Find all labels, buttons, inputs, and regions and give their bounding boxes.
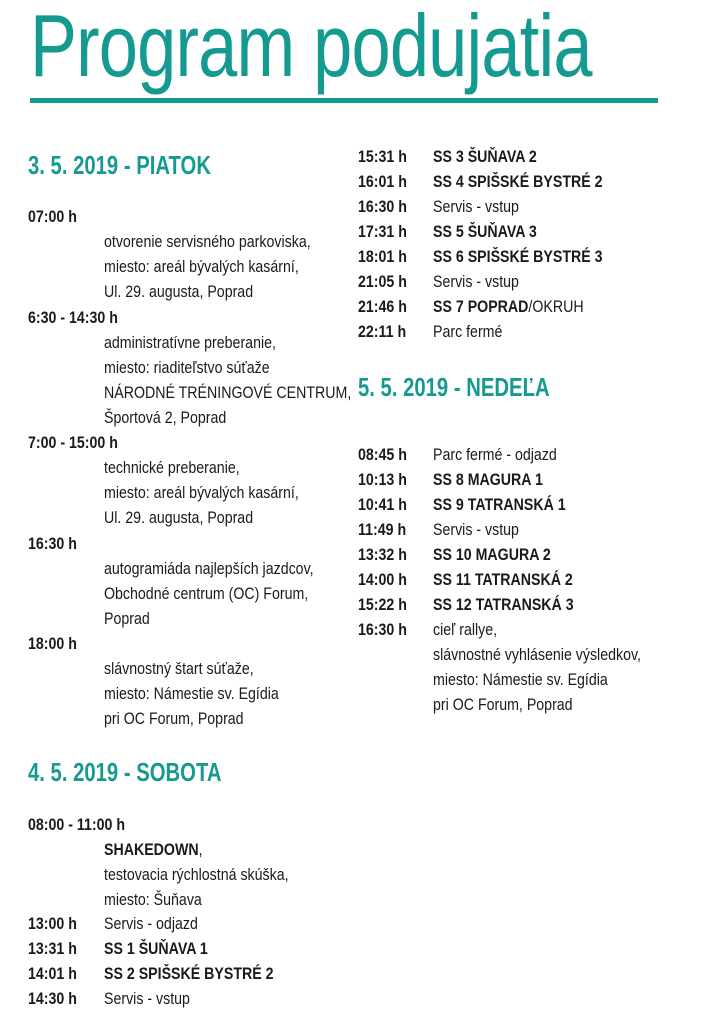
entry-time: 08:45 h [358,446,407,464]
page-title: Program podujatia [30,0,592,95]
entry-detail: SS 6 SPIŠSKÉ BYSTRÉ 3 [433,248,603,266]
entry-time: 13:32 h [358,546,407,564]
entry-time: 16:30 h [358,621,407,639]
entry-detail: Servis - vstup [433,198,519,216]
entry-detail: testovacia rýchlostná skúška, [104,866,289,884]
entry-time: 21:46 h [358,298,407,316]
entry-time: 10:13 h [358,471,407,489]
entry-detail: pri OC Forum, Poprad [433,696,573,714]
entry-time: 14:30 h [28,990,77,1008]
shakedown-suffix: , [198,841,203,859]
entry-detail: SS 4 SPIŠSKÉ BYSTRÉ 2 [433,173,603,191]
entry-time: 21:05 h [358,273,407,291]
entry-detail: SS 10 MAGURA 2 [433,546,551,564]
entry-detail: Servis - vstup [433,521,519,539]
entry-detail: cieľ rallye, [433,621,498,639]
title-underline [30,98,658,103]
entry-time: 22:11 h [358,323,407,341]
entry-detail: SS 12 TATRANSKÁ 3 [433,596,574,614]
entry-detail: slávnostný štart súťaže, [104,660,254,678]
entry-time: 18:00 h [28,635,77,653]
entry-detail: miesto: Námestie sv. Egídia [104,685,279,703]
entry-time: 14:01 h [28,965,77,983]
entry-detail: pri OC Forum, Poprad [104,710,244,728]
entry-detail: Športová 2, Poprad [104,409,227,427]
entry-detail: Poprad [104,610,150,628]
entry-time: 16:30 h [358,198,407,216]
entry-time: 15:31 h [358,148,407,166]
entry-detail: SS 2 SPIŠSKÉ BYSTRÉ 2 [104,965,274,983]
entry-detail: SS 1 ŠUŇAVA 1 [104,940,208,958]
entry-detail: SS 8 MAGURA 1 [433,471,543,489]
entry-detail: SS 7 POPRAD/OKRUH [433,298,584,316]
entry-detail: miesto: areál bývalých kasární, [104,484,299,502]
entry-detail: Parc fermé [433,323,503,341]
entry-detail: technické preberanie, [104,459,240,477]
day-heading: 5. 5. 2019 - NEDEĽA [358,372,550,402]
entry-detail: Ul. 29. augusta, Poprad [104,283,254,301]
day-heading: 3. 5. 2019 - PIATOK [28,150,211,180]
entry-detail [104,840,203,860]
entry-detail: slávnostné vyhlásenie výsledkov, [433,646,641,664]
entry-time: 18:01 h [358,248,407,266]
entry-time: 11:49 h [358,521,407,539]
entry-time: 16:30 h [28,535,77,553]
entry-detail: Servis - vstup [104,990,190,1008]
entry-detail: NÁRODNÉ TRÉNINGOVÉ CENTRUM, [104,384,352,402]
entry-detail: miesto: Námestie sv. Egídia [433,671,608,689]
entry-detail: SS 9 TATRANSKÁ 1 [433,496,566,514]
entry-detail: SS 11 TATRANSKÁ 2 [433,571,573,589]
entry-time: 14:00 h [358,571,407,589]
entry-detail: Servis - odjazd [104,915,198,933]
entry-time: 07:00 h [28,208,77,226]
entry-time: 08:00 - 11:00 h [28,816,126,834]
entry-time: 6:30 - 14:30 h [28,309,118,327]
entry-detail: otvorenie servisného parkoviska, [104,233,311,251]
entry-detail: miesto: areál bývalých kasární, [104,258,299,276]
entry-detail: autogramiáda najlepších jazdcov, [104,560,314,578]
entry-detail: administratívne preberanie, [104,334,276,352]
entry-detail: miesto: riaditeľstvo súťaže [104,359,270,377]
entry-detail: Ul. 29. augusta, Poprad [104,509,254,527]
entry-detail: Servis - vstup [433,273,519,291]
entry-time: 16:01 h [358,173,407,191]
entry-time: 7:00 - 15:00 h [28,434,118,452]
entry-detail: miesto: Šuňava [104,891,202,909]
entry-time: 10:41 h [358,496,407,514]
day-heading: 4. 5. 2019 - SOBOTA [28,757,222,787]
entry-detail: SS 5 ŠUŇAVA 3 [433,223,537,241]
entry-time: 15:22 h [358,596,407,614]
entry-time: 13:31 h [28,940,77,958]
entry-suffix: /OKRUH [528,298,584,316]
entry-time: 17:31 h [358,223,407,241]
entry-detail: SS 3 ŠUŇAVA 2 [433,148,537,166]
shakedown-label: SHAKEDOWN [104,841,199,859]
entry-time: 13:00 h [28,915,77,933]
entry-detail: Parc fermé - odjazd [433,446,557,464]
entry-detail: Obchodné centrum (OC) Forum, [104,585,309,603]
